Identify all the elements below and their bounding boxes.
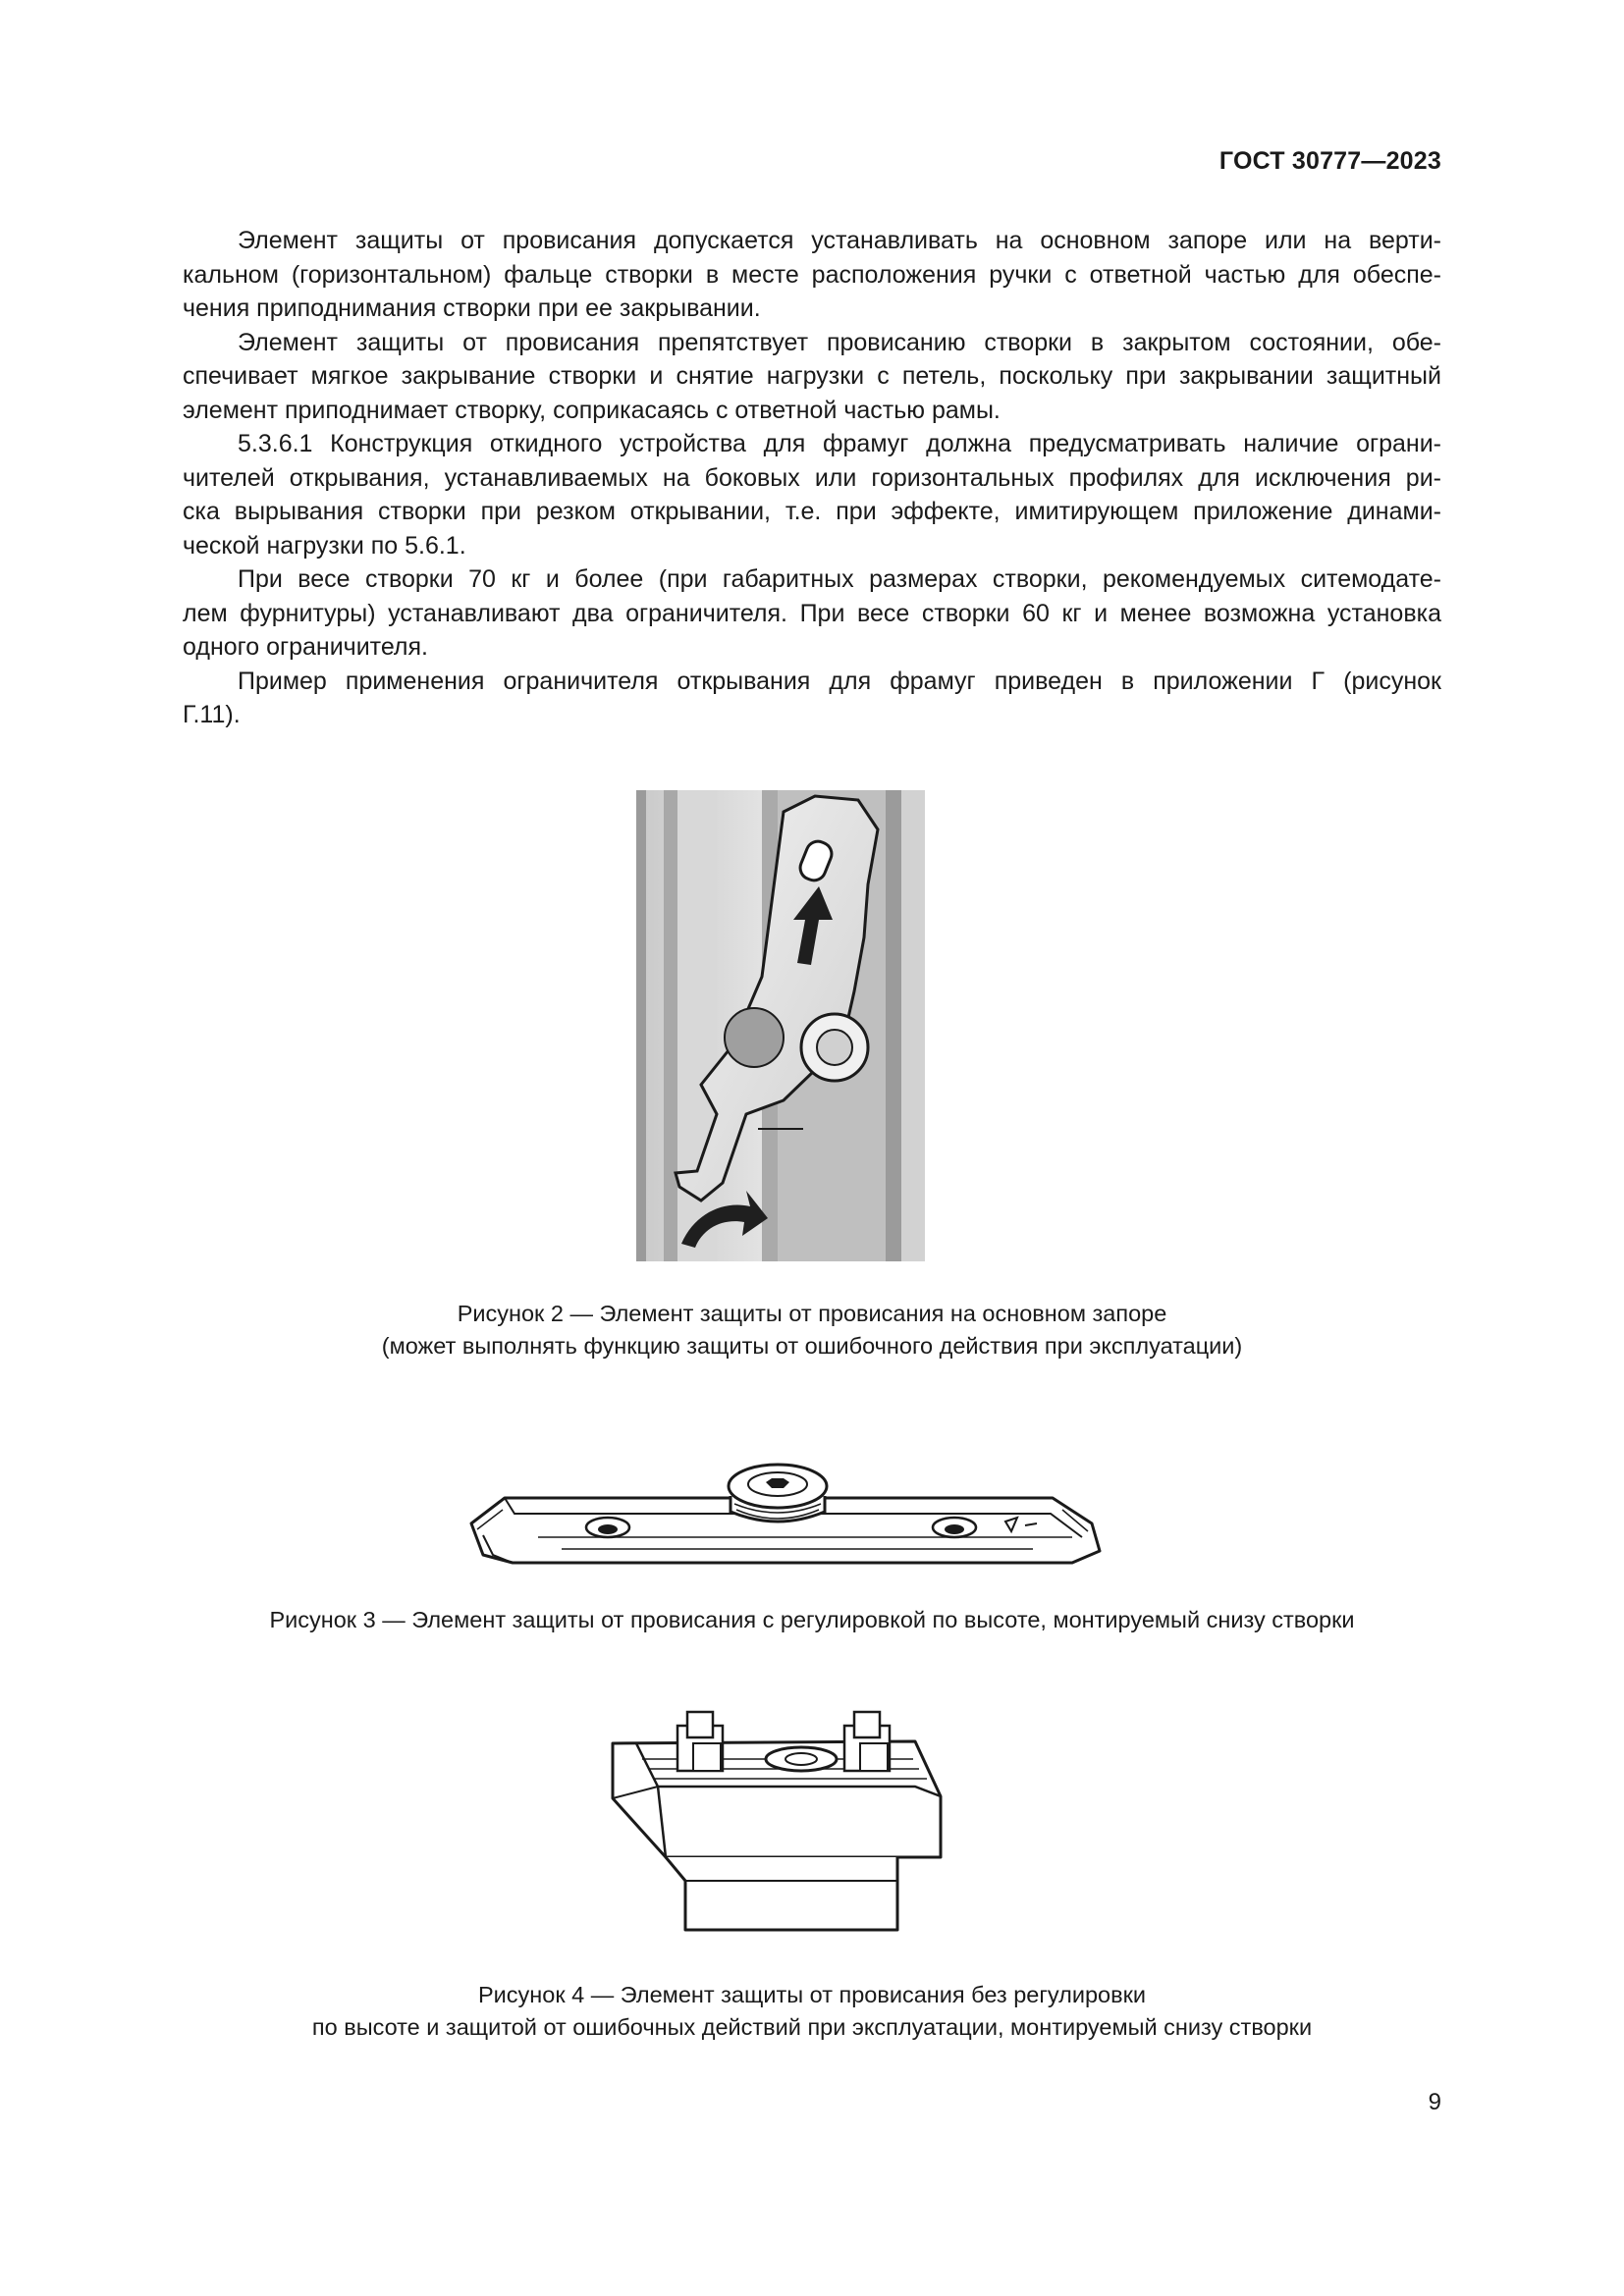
paragraph-4 [183,562,1441,665]
paragraph-3 [183,427,1441,562]
text-line: лем фурнитуры) устанавливают два ограничителя. При весе створки 60 кг и менее возможна установка [183,599,1441,627]
page-number: 9 [1428,2089,1441,2115]
text-line: одного ограничителя. [183,633,428,661]
text-line: ческой нагрузки по 5.6.1. [183,531,466,560]
figure-3-caption: Рисунок 3 — Элемент защиты от провисания с регулировкой по высоте, монтируемый снизу створки [269,1607,1355,1632]
document-id-header: ГОСТ 30777—2023 [1218,147,1441,175]
figure-2-illustration [636,790,925,1261]
figure-2-caption-line-1: Рисунок 2 — Элемент защиты от провисания на основном запоре [457,1301,1167,1326]
text-line: Пример применения ограничителя открывания для фрамуг приведен в приложении Г (рисунок [238,667,1441,695]
paragraph-5 [183,665,1441,732]
text-line: чителей открывания, устанавливаемых на боковых или горизонтальных профилях для исключения ри- [183,463,1441,492]
text-line: При весе створки 70 кг и более (при габаритных размерах створки, рекомендуемых ситемодате- [238,565,1441,593]
figure-4-caption-line-2: по высоте и защитой от ошибочных действий при эксплуатации, монтируемый снизу створки [311,2014,1313,2040]
text-line: 5.3.6.1 Конструкция откидного устройства для фрамуг должна предусматривать наличие ограни- [238,430,1441,457]
figure-2-caption-line-2: (может выполнять функцию защиты от ошибочного действия при эксплуатации) [381,1333,1243,1359]
text-line: спечивает мягкое закрывание створки и снятие нагрузки с петель, поскольку при закрывании защитный [183,362,1441,390]
figure-3-illustration [444,1453,1111,1582]
text-line: Элемент защиты от провисания допускается устанавливать на основном запоре или на верти- [238,227,1441,254]
text-line: ска вырывания створки при резком открывании, т.е. при эффекте, имитирующем приложение динами- [183,498,1441,525]
figure-4-caption-line-1: Рисунок 4 — Элемент защиты от провисания без регулировки [477,1982,1147,2007]
text-line: элемент приподнимает створку, соприкасаясь с ответной частью рамы. [183,396,1001,424]
text-line: чения приподнимания створки при ее закрывании. [183,294,761,322]
text-line: кальном (горизонтальном) фальце створки в месте расположения ручки с ответной частью для обеспе- [183,260,1441,289]
text-line: Г.11). [183,701,241,728]
body-text [183,224,1441,732]
paragraph-1 [183,224,1441,326]
text-line: Элемент защиты от провисания препятствует провисанию створки в закрытом состоянии, обе- [238,328,1441,356]
paragraph-2 [183,326,1441,428]
figure-4-illustration [607,1708,950,1944]
